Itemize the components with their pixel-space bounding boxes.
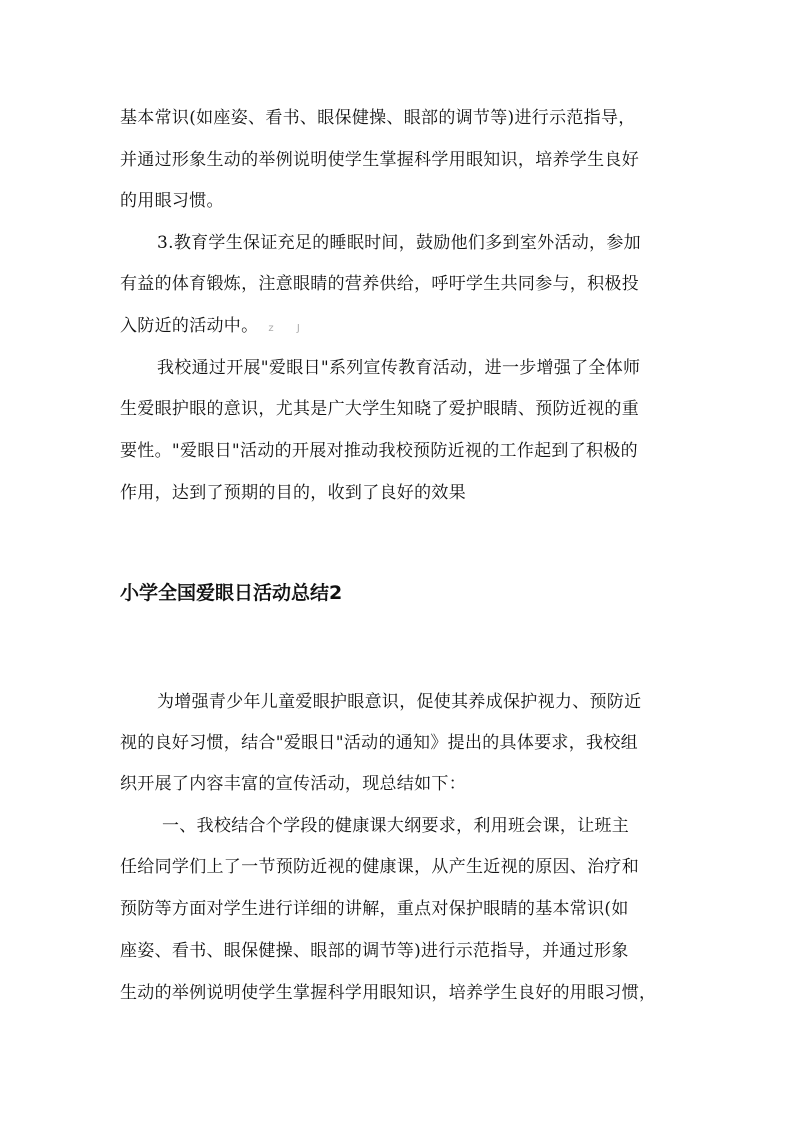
paragraph-line: 任给同学们上了一节预防近视的健康课，从产生近视的原因、治疗和 <box>120 857 639 877</box>
paragraph-line: 为增强青少年儿童爱眼护眼意识，促使其养成保护视力、预防近 <box>157 692 642 712</box>
paragraph-line: 要性。"爱眼日"活动的开展对推动我校预防近视的工作起到了积极的 <box>120 441 638 461</box>
section-heading: 小学全国爱眼日活动总结2 <box>120 582 343 604</box>
paragraph-line: 3.教育学生保证充足的睡眠时间，鼓励他们多到室外活动，参加 <box>157 233 641 253</box>
paragraph-line: 的用眼习惯。 <box>120 191 224 211</box>
paragraph-line: 基本常识(如座姿、看书、眼保健操、眼部的调节等)进行示范指导， <box>120 108 636 128</box>
paragraph-line: 并通过形象生动的举例说明使学生掌握科学用眼知识，培养学生良好 <box>120 150 639 170</box>
paragraph-line: 生爱眼护眼的意识，尤其是广大学生知晓了爱护眼睛、预防近视的重 <box>120 399 639 419</box>
paragraph-line-with-artifact <box>120 314 794 341</box>
paragraph-line: 织开展了内容丰富的宣传活动，现总结如下： <box>120 774 466 794</box>
paragraph-line: 预防等方面对学生进行详细的讲解，重点对保护眼睛的基本常识(如 <box>120 899 629 919</box>
paragraph-line: 一、我校结合个学段的健康课大纲要求，利用班会课，让班主 <box>162 816 630 836</box>
scan-artifact: z J <box>268 323 310 334</box>
paragraph-line: 有益的体育锻炼，注意眼睛的营养供给，呼吁学生共同参与，积极投 <box>120 274 639 294</box>
paragraph-line: 生动的举例说明使学生掌握科学用眼知识，培养学生良好的用眼习惯， <box>120 983 657 1003</box>
paragraph-line: 视的良好习惯，结合"爱眼日"活动的通知》提出的具体要求，我校组 <box>120 733 638 753</box>
paragraph-line: 我校通过开展"爱眼日"系列宣传教育活动，进一步增强了全体师 <box>157 358 641 378</box>
paragraph-line: 作用，达到了预期的目的，收到了良好的效果 <box>120 483 466 503</box>
paragraph-text: 入防近的活动中。 <box>120 316 259 336</box>
paragraph-line: 座姿、看书、眼保健操、眼部的调节等)进行示范指导，并通过形象 <box>120 941 629 961</box>
